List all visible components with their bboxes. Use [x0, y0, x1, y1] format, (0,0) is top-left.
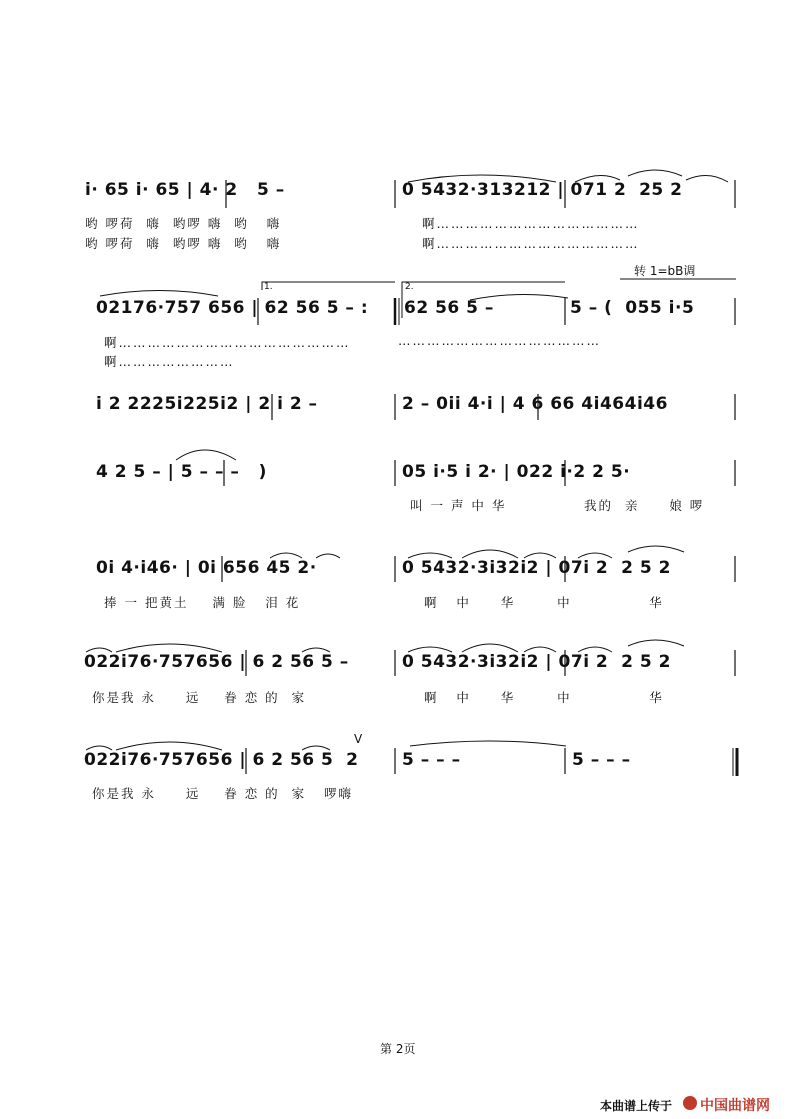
notes-row-2-b: 62 56 5 – — [404, 298, 494, 318]
lyric-row-5-a: 捧 一 把黄土 满 脸 泪 花 — [104, 595, 301, 610]
page-number: 第 2页 — [380, 1042, 416, 1056]
lyric-row-5-b: 啊 中 华 中 华 — [424, 595, 664, 610]
notes-row-3-b: 2 – 0ii 4·i | 4 6 66 4i464i46 — [402, 394, 668, 414]
lyric-row-4-a: 叫 一 声 中 华 — [410, 498, 507, 513]
lyric-row-1-line-2-a: 哟 啰荷 嗨 哟啰 嗨 哟 嗨 — [85, 236, 282, 251]
notes-row-1-a: i· 65 i· 65 | 4· 2 5 – — [85, 180, 285, 200]
notes-row-5-a: 0i 4·i46· | 0i 656 45 2· — [96, 558, 317, 578]
lyric-row-2-line-2: 啊…………………… — [104, 354, 235, 369]
notes-row-7-b: 5 – – – — [402, 750, 461, 770]
notes-row-4-a: 4 2 5 – | 5 – – – ) — [96, 462, 267, 482]
volta-first-label: 1. — [264, 282, 273, 292]
breath-mark: V — [354, 732, 363, 746]
notes-row-7-a: 022i76·757656 | 6 2 56 5 2 — [84, 750, 359, 770]
site-logo-icon — [683, 1096, 697, 1110]
notes-row-4-b: 05 i·5 i 2· | 022 i·2 2 5· — [402, 462, 631, 482]
notes-row-3-a: i 2 2225i225i2 | 2 i 2 – — [96, 394, 318, 414]
lyric-row-1-line-2-b: 啊…………………………………… — [422, 236, 640, 251]
notes-row-2-c: 5 – ( 055 i·5 — [570, 298, 695, 318]
lyric-row-6-a: 你是我 永 远 眷 恋 的 家 — [92, 690, 307, 705]
lyric-row-4-b: 我的 亲 娘 啰 — [584, 498, 705, 513]
notes-row-2-a: 02176·757 656 | 62 56 5 – : — [96, 298, 369, 318]
notes-row-1-b: 0 5432·313212 | 071 2 25 2 — [402, 180, 683, 200]
footer-site-name[interactable]: 中国曲谱网 — [700, 1098, 770, 1114]
notes-row-5-b: 0 5432·3i32i2 | 07i 2 2 5 2 — [402, 558, 671, 578]
notes-row-6-a: 022i76·757656 | 6 2 56 5 – — [84, 652, 349, 672]
volta-second-label: 2. — [405, 282, 414, 292]
lyric-row-1-line-1-b: 啊…………………………………… — [422, 216, 640, 231]
notes-row-6-b: 0 5432·3i32i2 | 07i 2 2 5 2 — [402, 652, 671, 672]
lyric-row-1-line-1-a: 哟 啰荷 嗨 哟啰 嗨 哟 嗨 — [85, 216, 282, 231]
lyric-row-2-line-1-a: 啊………………………………………… — [104, 335, 351, 350]
lyric-row-2-line-1-b: …………………………………… — [398, 333, 601, 348]
lyric-row-6-b: 啊 中 华 中 华 — [424, 690, 664, 705]
notes-row-7-c: 5 – – – — [572, 750, 631, 770]
footer-upload-text: 本曲谱上传于 — [600, 1099, 673, 1113]
key-change: 转 1=bB调 — [634, 264, 696, 278]
lyric-row-7: 你是我 永 远 眷 恋 的 家 啰嗨 — [92, 786, 354, 801]
